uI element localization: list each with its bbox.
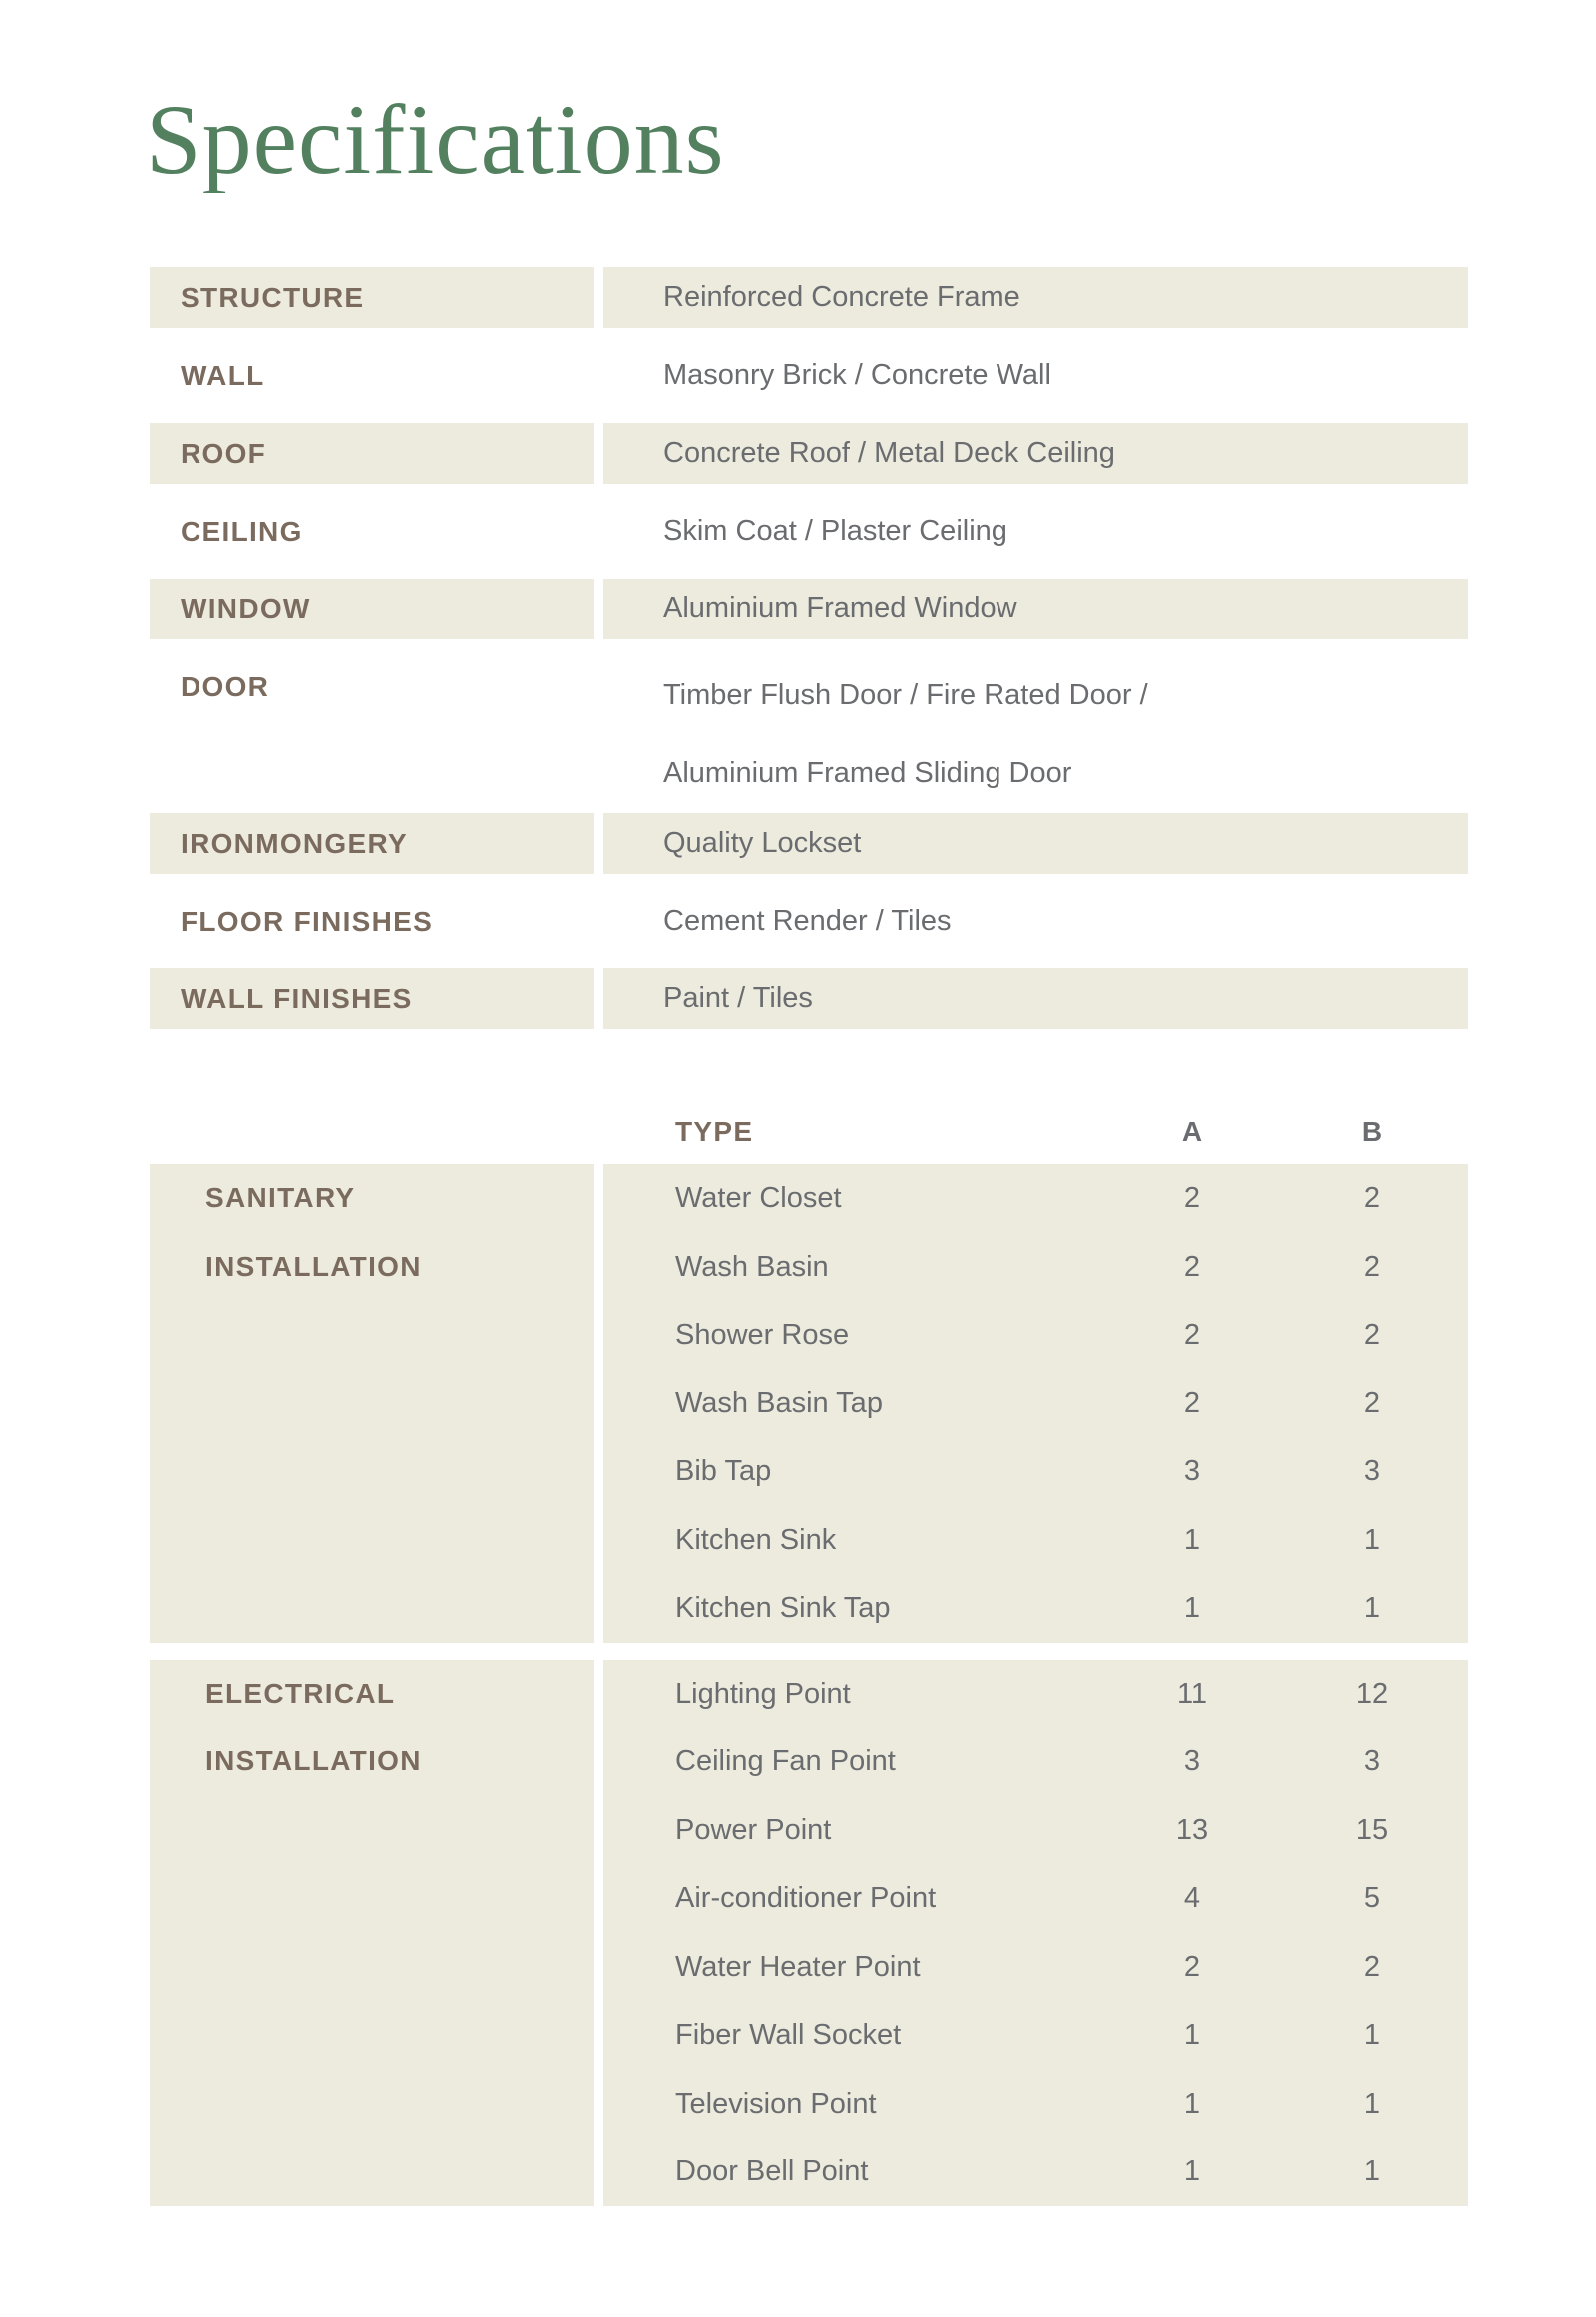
quantity-table-body [150, 1164, 1468, 2206]
quantity-section [150, 1164, 1468, 1643]
quantity-row-value-b: 1 [1363, 2087, 1381, 2120]
quantity-row-value-b: 3 [1363, 1745, 1381, 1777]
spec-row-value-line: Aluminium Framed Window [663, 592, 1017, 624]
spec-row [150, 656, 1468, 812]
quantity-row-name: Wash Basin Tap [675, 1386, 883, 1419]
spec-row [150, 267, 1468, 328]
page-title: Specifications [146, 84, 725, 194]
header-columns [603, 1100, 1468, 1164]
spec-row-label: WALL [181, 360, 265, 391]
quantity-row-name: Television Point [675, 2087, 877, 2120]
quantity-row-value-a: 2 [1183, 1386, 1201, 1419]
quantity-row-name: Kitchen Sink [675, 1523, 837, 1556]
quantity-row-value-a: 1 [1183, 2087, 1201, 2120]
quantity-row-value-a: 11 [1176, 1677, 1208, 1710]
spec-row [150, 968, 1468, 1029]
quantity-row [675, 1506, 1416, 1575]
column-header-a: A [1181, 1116, 1203, 1147]
quantity-row-name: Wash Basin [675, 1250, 829, 1283]
spec-row-value-line: Skim Coat / Plaster Ceiling [663, 515, 1007, 547]
quantity-row-name: Kitchen Sink Tap [675, 1592, 891, 1624]
spec-row-label: DOOR [181, 671, 270, 702]
spec-row-label: FLOOR FINISHES [181, 906, 434, 937]
column-header-type: TYPE [675, 1116, 754, 1147]
spec-row-value-line: Cement Render / Tiles [663, 905, 952, 937]
quantity-section-rows [603, 1660, 1468, 2206]
quantity-section-label [150, 1660, 594, 2206]
quantity-row-value-b: 1 [1363, 2019, 1381, 2051]
spec-row-value [603, 345, 1468, 406]
spec-row-value-line: Concrete Roof / Metal Deck Ceiling [663, 437, 1115, 469]
spec-row-value [603, 267, 1468, 328]
spec-row [150, 345, 1468, 406]
quantity-row [675, 1796, 1416, 1865]
quantity-row-value-b: 2 [1363, 1386, 1381, 1419]
quantity-row [675, 1864, 1416, 1933]
quantity-row-value-b: 1 [1363, 1523, 1381, 1556]
quantity-row-value-a: 1 [1183, 1592, 1201, 1624]
quantity-row [675, 1728, 1416, 1796]
quantity-row-name: Fiber Wall Socket [675, 2019, 902, 2051]
quantity-row-name: Door Bell Point [675, 2155, 869, 2187]
spec-row [150, 813, 1468, 874]
quantity-row [675, 1369, 1416, 1438]
spec-row [150, 501, 1468, 562]
quantity-row-value-a: 2 [1183, 1250, 1201, 1283]
quantity-table-header [150, 1100, 1468, 1164]
quantity-section [150, 1660, 1468, 2206]
quantity-row [675, 2070, 1416, 2138]
quantity-row-value-a: 3 [1183, 1745, 1201, 1777]
spec-row-label: IRONMONGERY [150, 813, 594, 874]
quantity-row [675, 1660, 1416, 1729]
spec-row-label: WINDOW [150, 579, 594, 639]
quantity-row-name: Power Point [675, 1813, 832, 1846]
spec-row-value-line: Aluminium Framed Sliding Door [663, 757, 1072, 789]
spec-row-value [603, 813, 1468, 874]
spec-row-value [603, 968, 1468, 1029]
quantity-row-value-b: 2 [1363, 1250, 1381, 1283]
quantity-row-value-b: 2 [1363, 1182, 1381, 1214]
spec-row-value [603, 579, 1468, 639]
quantity-row-value-b: 2 [1363, 1950, 1381, 1983]
quantity-row-value-a: 3 [1183, 1455, 1201, 1487]
quantity-row-value-b: 1 [1363, 2155, 1381, 2187]
quantity-row [675, 1437, 1416, 1506]
spec-row [150, 423, 1468, 484]
quantity-row [675, 1574, 1416, 1643]
quantity-table [150, 1100, 1468, 2223]
quantity-section-label-line: INSTALLATION [205, 1745, 422, 1776]
spec-row-label: CEILING [181, 516, 303, 547]
spec-row-label: ROOF [150, 423, 594, 484]
spec-row-value-line: Paint / Tiles [663, 982, 813, 1014]
column-header-b: B [1361, 1116, 1383, 1147]
header-spacer [150, 1100, 603, 1164]
spec-row-label: WALL FINISHES [150, 968, 594, 1029]
quantity-row-value-a: 2 [1183, 1950, 1201, 1983]
quantity-row-name: Shower Rose [675, 1319, 850, 1351]
spec-row [150, 579, 1468, 639]
quantity-row-value-a: 13 [1175, 1813, 1209, 1846]
quantity-section-label-line: INSTALLATION [205, 1250, 422, 1282]
quantity-row [675, 2137, 1416, 2206]
quantity-row [675, 1301, 1416, 1369]
quantity-row-name: Bib Tap [675, 1455, 772, 1487]
spec-row-value-line: Timber Flush Door / Fire Rated Door / [663, 679, 1148, 711]
quantity-row-value-b: 1 [1363, 1592, 1381, 1624]
quantity-section-label-line: SANITARY [205, 1182, 356, 1213]
quantity-row [675, 2001, 1416, 2070]
quantity-row-name: Water Closet [675, 1182, 842, 1214]
spec-row-value [603, 891, 1468, 952]
quantity-row [675, 1233, 1416, 1302]
quantity-row-value-a: 2 [1183, 1319, 1201, 1351]
spec-row-value [603, 423, 1468, 484]
spec-row-value-line: Reinforced Concrete Frame [663, 281, 1020, 313]
quantity-row-name: Ceiling Fan Point [675, 1745, 896, 1777]
quantity-row-value-a: 1 [1183, 1523, 1201, 1556]
quantity-section-label-line: ELECTRICAL [205, 1677, 396, 1709]
spec-row-value [603, 501, 1468, 562]
spec-row [150, 891, 1468, 952]
quantity-row-value-b: 5 [1363, 1882, 1381, 1914]
quantity-row-value-b: 2 [1363, 1319, 1381, 1351]
quantity-row-name: Water Heater Point [675, 1950, 921, 1983]
spec-row-label: STRUCTURE [150, 267, 594, 328]
spec-row-value-line: Masonry Brick / Concrete Wall [663, 359, 1051, 391]
quantity-row-name: Air-conditioner Point [675, 1882, 937, 1914]
quantity-section-rows [603, 1164, 1468, 1643]
quantity-row-value-a: 2 [1183, 1182, 1201, 1214]
quantity-section-label [150, 1164, 594, 1643]
quantity-row-value-a: 1 [1183, 2155, 1201, 2187]
quantity-row-value-b: 12 [1355, 1677, 1389, 1710]
spec-row-value-line: Quality Lockset [663, 827, 862, 859]
quantity-row-name: Lighting Point [675, 1677, 851, 1710]
quantity-row-value-a: 4 [1183, 1882, 1201, 1914]
quantity-row [675, 1933, 1416, 2002]
spec-table [150, 267, 1468, 1046]
quantity-row-value-a: 1 [1183, 2019, 1201, 2051]
quantity-row-value-b: 15 [1355, 1813, 1389, 1846]
quantity-row-value-b: 3 [1363, 1455, 1381, 1487]
quantity-row [675, 1164, 1416, 1233]
spec-row-value [603, 656, 1468, 812]
